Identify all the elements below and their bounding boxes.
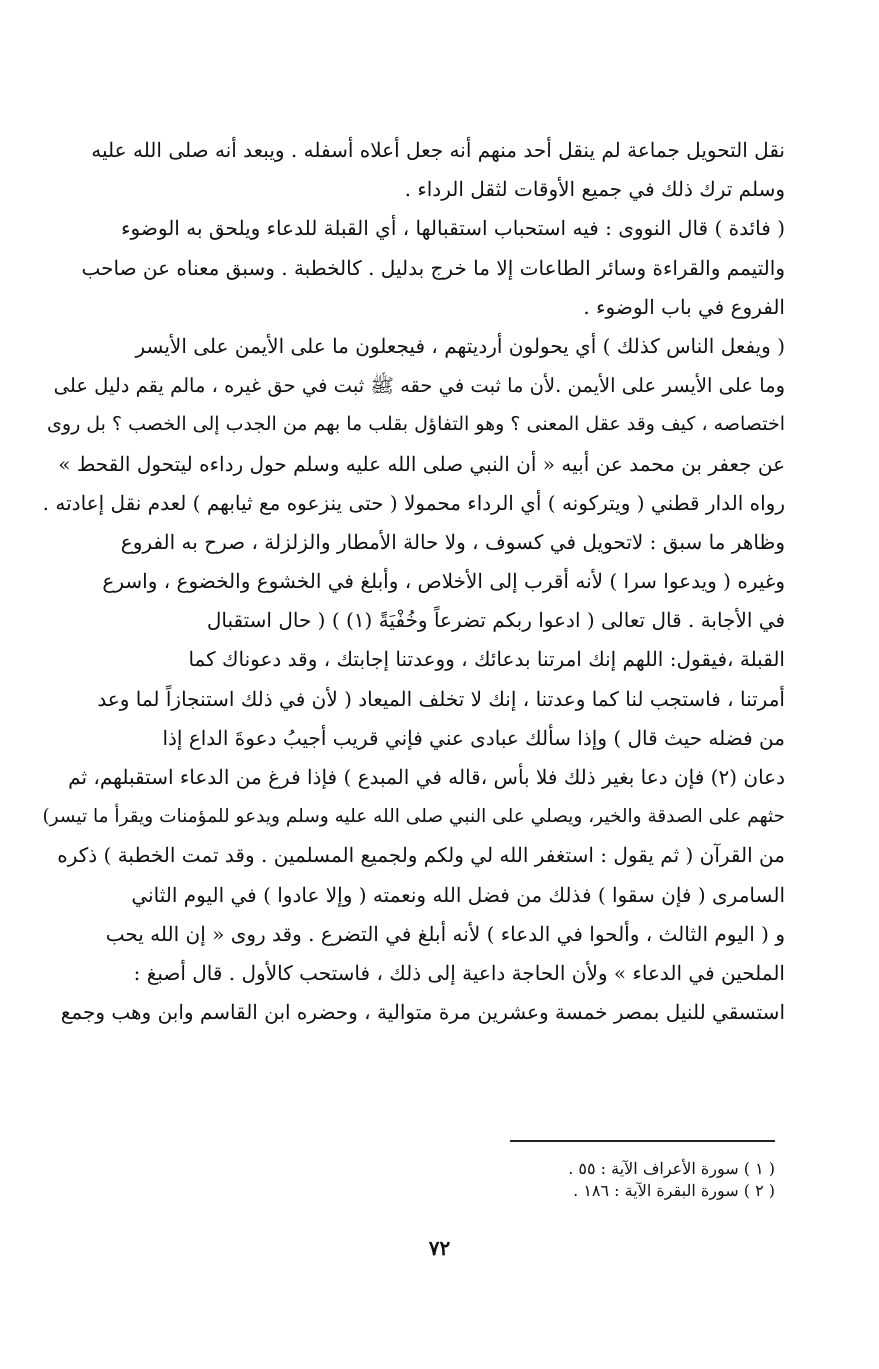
- text-line: والتيمم والقراءة وسائر الطاعات إلا ما خرج بدليل . كالخطبة . وسبق معناه عن صاحب: [81, 255, 785, 280]
- footnote-item: ( ١ ) سورة الأعراف الآية : ٥٥ .: [568, 1159, 775, 1178]
- text-line: و ( اليوم الثالث ، وألحوا في الدعاء ) لأنه أبلغ في التضرع . وقد روى « إن الله يحب: [105, 921, 785, 946]
- footnotes: [470, 1158, 775, 1202]
- text-line: القبلة ،فيقول: اللهم إنك امرتنا بدعائك ، ووعدتنا إجابتك ، وقد دعوناك كما: [188, 647, 785, 672]
- text-line: وما على الأيسر على الأيمن .لأن ما ثبت في حقه ﷺ ثبت في حق غيره ، مالم يقم دليل على: [53, 374, 785, 398]
- footnote-item: ( ٢ ) سورة البقرة الآية : ١٨٦ .: [573, 1181, 775, 1200]
- text-line: عن جعفر بن محمد عن أبيه « أن النبي صلى الله عليه وسلم حول رداءه ليتحول القحط »: [58, 451, 785, 476]
- text-line: من فضله حيث قال ) وإذا سألك عبادى عني فإني قريب أجيبُ دعوةَ الداع إذا: [162, 725, 785, 750]
- text-line: دعان (٢) فإن دعا بغير ذلك فلا بأس ،قاله في المبدع ) فإذا فرغ من الدعاء استقبلهم، ثم: [68, 765, 785, 789]
- text-line: حثهم على الصدقة والخير، ويصلي على النبي صلى الله عليه وسلم ويدعو للمؤمنات ويقرأ ما تيسر): [42, 806, 785, 828]
- text-line: استسقي للنيل بمصر خمسة وعشرين مرة متوالية ، وحضره ابن القاسم وابن وهب وجمع: [60, 1000, 785, 1025]
- text-line: اختصاصه ، كيف وقد عقل المعنى ؟ وهو التفاؤل بقلب ما بهم من الجدب إلى الخصب ؟ بل روى: [47, 413, 785, 436]
- text-line: وسلم ترك ذلك في جميع الأوقات لثقل الرداء .: [404, 177, 785, 202]
- text-line: رواه الدار قطني ( ويتركونه ) أي الرداء محمولا ( حتى ينزعوه مع ثيابهم ) لعدم نقل إعادته .: [42, 490, 785, 515]
- text-line: السامرى ( فإن سقوا ) فذلك من فضل الله ونعمته ( وإلا عادوا ) في اليوم الثاني: [131, 882, 785, 907]
- text-line: أمرتنا ، فاستجب لنا كما وعدتنا ، إنك لا تخلف الميعاد ( لأن في ذلك استنجازاً لما وعد: [97, 686, 785, 711]
- text-line: من القرآن ( ثم يقول : استغفر الله لي ولكم ولجميع المسلمين . وقد تمت الخطبة ) ذكره: [57, 843, 785, 868]
- text-line: وظاهر ما سبق : لاتحويل في كسوف ، ولا حالة الأمطار والزلزلة ، صرح به الفروع: [120, 529, 785, 554]
- text-line: ( فائدة ) قال النووى : فيه استحباب استقبالها ، أي القبلة للدعاء ويلحق به الوضوء: [121, 216, 785, 241]
- text-line: الملحين في الدعاء » ولأن الحاجة داعية إلى ذلك ، فاستحب كالأول . قال أصبغ :: [133, 960, 785, 985]
- text-line: نقل التحويل جماعة لم ينقل أحد منهم أنه جعل أعلاه أسفله . ويبعد أنه صلى الله عليه: [91, 138, 785, 162]
- page-number: ٧٢: [428, 1236, 451, 1260]
- text-line: وغيره ( ويدعوا سرا ) لأنه أقرب إلى الأخلاص ، وأبلغ في الخشوع والخضوع ، واسرع: [102, 569, 785, 594]
- footnote-divider: [510, 1140, 775, 1142]
- text-line: ( ويفعل الناس كذلك ) أي يحولون أرديتهم ، فيجعلون ما على الأيمن على الأيسر: [135, 333, 785, 358]
- text-line: الفروع في باب الوضوء .: [583, 294, 785, 319]
- text-line: في الأجابة . قال تعالى ( ادعوا ربكم تضرعاً وخُفْيَةً (١) ) ( حال استقبال: [206, 608, 785, 633]
- main-text: [40, 131, 785, 1032]
